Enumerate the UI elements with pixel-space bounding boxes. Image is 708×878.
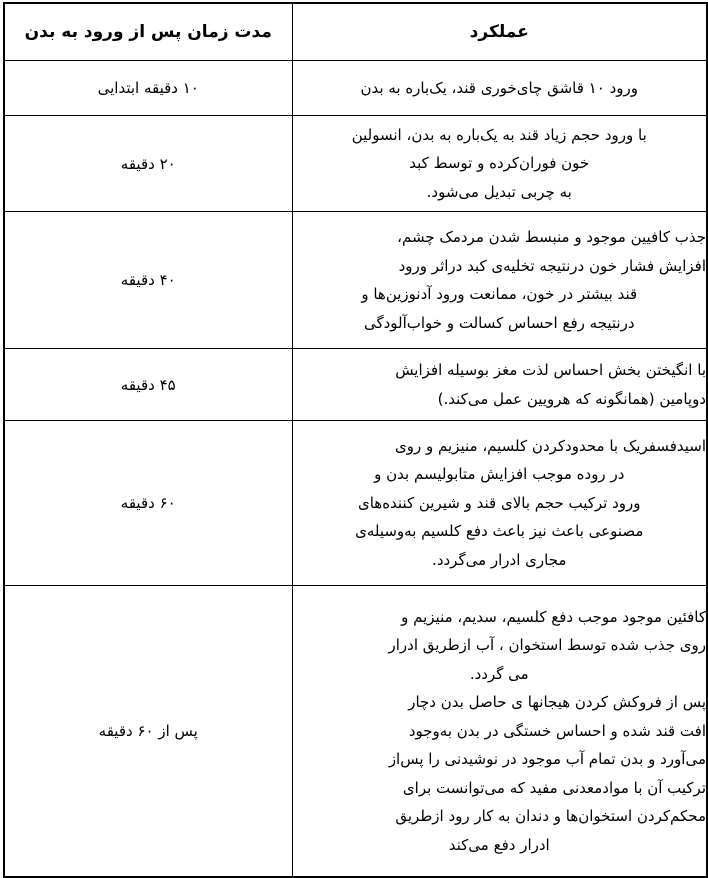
function-line: ورود ترکیب حجم بالای قند و شیرین کننده‌های [357, 493, 641, 512]
time-cell: ۶۰ دقیقه [4, 421, 292, 586]
function-line: با ورود حجم زیاد قند به یک‌باره به بدن، انسولین [351, 125, 647, 144]
table-header-row [4, 3, 707, 61]
function-line: در روده موجب افزایش متابولیسم بدن و [374, 465, 625, 484]
table-row [4, 349, 707, 421]
header-function: عملکرد [292, 3, 707, 61]
function-cell [292, 421, 707, 586]
function-line: مجاری ادرار می‌گردد. [432, 550, 567, 569]
time-cell: ۴۵ دقیقه [4, 349, 292, 421]
function-cell [292, 61, 707, 116]
function-line: خون فوران‌کرده و توسط کبد [409, 154, 590, 173]
time-cell: ۴۰ دقیقه [4, 212, 292, 349]
function-cell [292, 116, 707, 212]
function-line: ورود ۱۰ قاشق چای‌خوری قند، یک‌باره به بدن [360, 78, 638, 97]
function-line: اسیدفسفریک با محدودکردن کلسیم، منیزیم و روی [395, 436, 706, 455]
function-line: به چربی تبدیل می‌شود. [426, 182, 572, 201]
function-line: محکم‌کردن استخوان‌ها و دندان به کار رود ازطریق [395, 807, 706, 825]
function-line: با انگیختن بخش احساس لذت مغز بوسیله افزایش [395, 361, 706, 379]
time-cell: ۲۰ دقیقه [4, 116, 292, 212]
function-line: ادرار دفع می‌کند [448, 835, 550, 854]
function-cell [292, 586, 707, 877]
soda-effects-table [3, 2, 708, 878]
function-line: پس از فروکش کردن هیجانها ی حاصل بدن دچار [408, 693, 706, 711]
table-row [4, 116, 707, 212]
time-cell: پس از ۶۰ دقیقه [4, 586, 292, 877]
table-row [4, 61, 707, 116]
function-line: روی جذب شده توسط استخوان ، آب ازطریق ادرار [388, 636, 706, 654]
function-line: دوپامین (همانگونه که هرویین عمل می‌کند.) [437, 389, 706, 408]
function-line: ترکیب آن با موادمعدنی مفید که می‌توانست برای [402, 778, 706, 797]
table-row [4, 212, 707, 349]
function-line: مصنوعی باعث نیز باعث دفع کلسیم به‌وسیله‌ی [355, 522, 644, 541]
function-line: جذب کافیین موجود و منبسط شدن مردمک چشم، [397, 228, 706, 246]
function-line: می‌آورد و بدن تمام آب موجود در نوشیدنی را پس‌از [388, 750, 706, 768]
function-line: قند بیشتر در خون، ممانعت ورود آدنوزین‌ها و [361, 285, 638, 303]
table-row [4, 421, 707, 586]
function-line: افزایش فشار خون درنتیجه تخلیه‌ی کبد دراثر ورود [398, 256, 706, 275]
function-cell [292, 349, 707, 421]
header-time: مدت زمان پس از ورود به بدن [4, 3, 292, 61]
function-line: درنتیجه رفع احساس کسالت و خواب‌آلودگی [363, 313, 635, 332]
function-line: می گردد. [469, 664, 529, 683]
function-line: کافئین موجود موجب دفع کلسیم، سدیم، منیزیم و [401, 607, 706, 626]
table-row [4, 586, 707, 877]
time-cell: ۱۰ دقیقه ابتدایی [4, 61, 292, 116]
function-cell [292, 212, 707, 349]
function-line: افت قند شده و احساس خستگی در بدن به‌وجود [408, 721, 706, 740]
